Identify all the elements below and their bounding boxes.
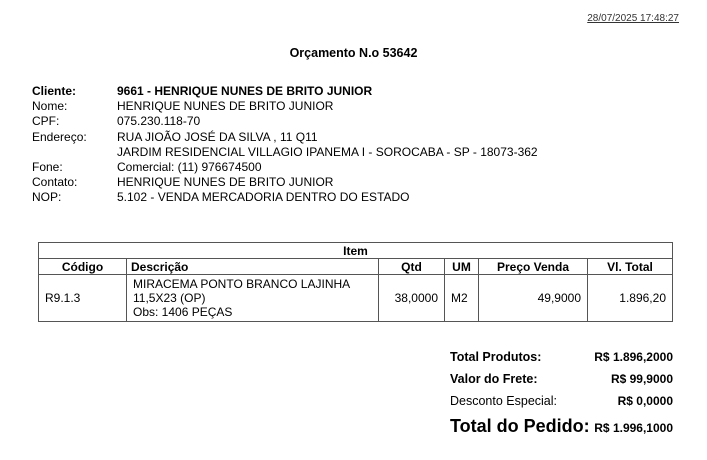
cpf-label: CPF:: [32, 114, 60, 129]
col-header-codigo: Código: [39, 259, 127, 275]
total-produtos-row: [450, 350, 673, 372]
fone-label: Fone:: [32, 159, 63, 174]
total-pedido-value: R$ 1.996,1000: [594, 421, 673, 435]
desconto-value: R$ 0,0000: [617, 394, 673, 408]
item-descricao: [127, 275, 379, 322]
fone-value: Comercial: (11) 976674500: [117, 159, 262, 174]
contato-value: HENRIQUE NUNES DE BRITO JUNIOR: [117, 175, 334, 190]
endereco-label: Endereço:: [32, 129, 87, 144]
nop-row: [32, 190, 538, 205]
print-timestamp: 28/07/2025 17:48:27: [587, 13, 679, 24]
endereco-row-2: [32, 145, 538, 160]
nop-value: 5.102 - VENDA MERCADORIA DENTRO DO ESTADO: [117, 190, 410, 205]
item-desc-line2: 11,5X23 (OP): [133, 291, 206, 305]
item-total: 1.896,20: [588, 275, 673, 322]
endereco-line1: RUA JIOÃO JOSÉ DA SILVA , 11 Q11: [117, 129, 318, 144]
valor-frete-value: R$ 99,9000: [610, 372, 673, 386]
item-codigo: R9.1.3: [39, 275, 127, 322]
contato-row: [32, 175, 538, 190]
col-header-preco: Preço Venda: [479, 259, 588, 275]
cliente-row: [32, 84, 538, 99]
valor-frete-label: Valor do Frete:: [450, 372, 538, 386]
item-desc-line3: Obs: 1406 PEÇAS: [133, 305, 233, 319]
desconto-label: Desconto Especial:: [450, 394, 558, 408]
items-header-row: [39, 259, 673, 275]
fone-row: [32, 160, 538, 175]
nome-label: Nome:: [32, 99, 68, 114]
desconto-row: [450, 394, 673, 416]
client-info: [32, 84, 538, 206]
item-desc-line1: MIRACEMA PONTO BRANCO LAJINHA: [133, 277, 351, 291]
table-row: [39, 275, 673, 322]
item-um: M2: [445, 275, 479, 322]
total-produtos-value: R$ 1.896,2000: [594, 350, 673, 364]
total-pedido-label: Total do Pedido:: [450, 416, 590, 436]
nome-row: [32, 99, 538, 114]
item-qtd: 38,0000: [379, 275, 445, 322]
cpf-row: [32, 114, 538, 129]
col-header-descricao: Descrição: [127, 259, 379, 275]
valor-frete-row: [450, 372, 673, 394]
cliente-label: Cliente:: [32, 84, 77, 98]
col-header-qtd: Qtd: [379, 259, 445, 275]
document-title: Orçamento N.o 53642: [289, 46, 418, 60]
totals-block: [450, 350, 673, 444]
col-header-um: UM: [445, 259, 479, 275]
cliente-value: 9661 - HENRIQUE NUNES DE BRITO JUNIOR: [117, 84, 373, 98]
total-produtos-label: Total Produtos:: [450, 350, 542, 364]
items-table: [38, 242, 673, 322]
total-pedido-row: [450, 416, 673, 444]
col-header-total: Vl. Total: [588, 259, 673, 275]
endereco-row: [32, 130, 538, 145]
endereco-line2: JARDIM RESIDENCIAL VILLAGIO IPANEMA I - SOROCABA - SP - 18073-362: [117, 144, 538, 159]
items-group-header: Item: [39, 243, 673, 259]
item-preco: 49,9000: [479, 275, 588, 322]
contato-label: Contato:: [32, 175, 78, 190]
nop-label: NOP:: [32, 190, 62, 205]
cpf-value: 075.230.118-70: [117, 114, 201, 129]
nome-value: HENRIQUE NUNES DE BRITO JUNIOR: [117, 99, 334, 114]
items-group-header-row: [39, 243, 673, 259]
